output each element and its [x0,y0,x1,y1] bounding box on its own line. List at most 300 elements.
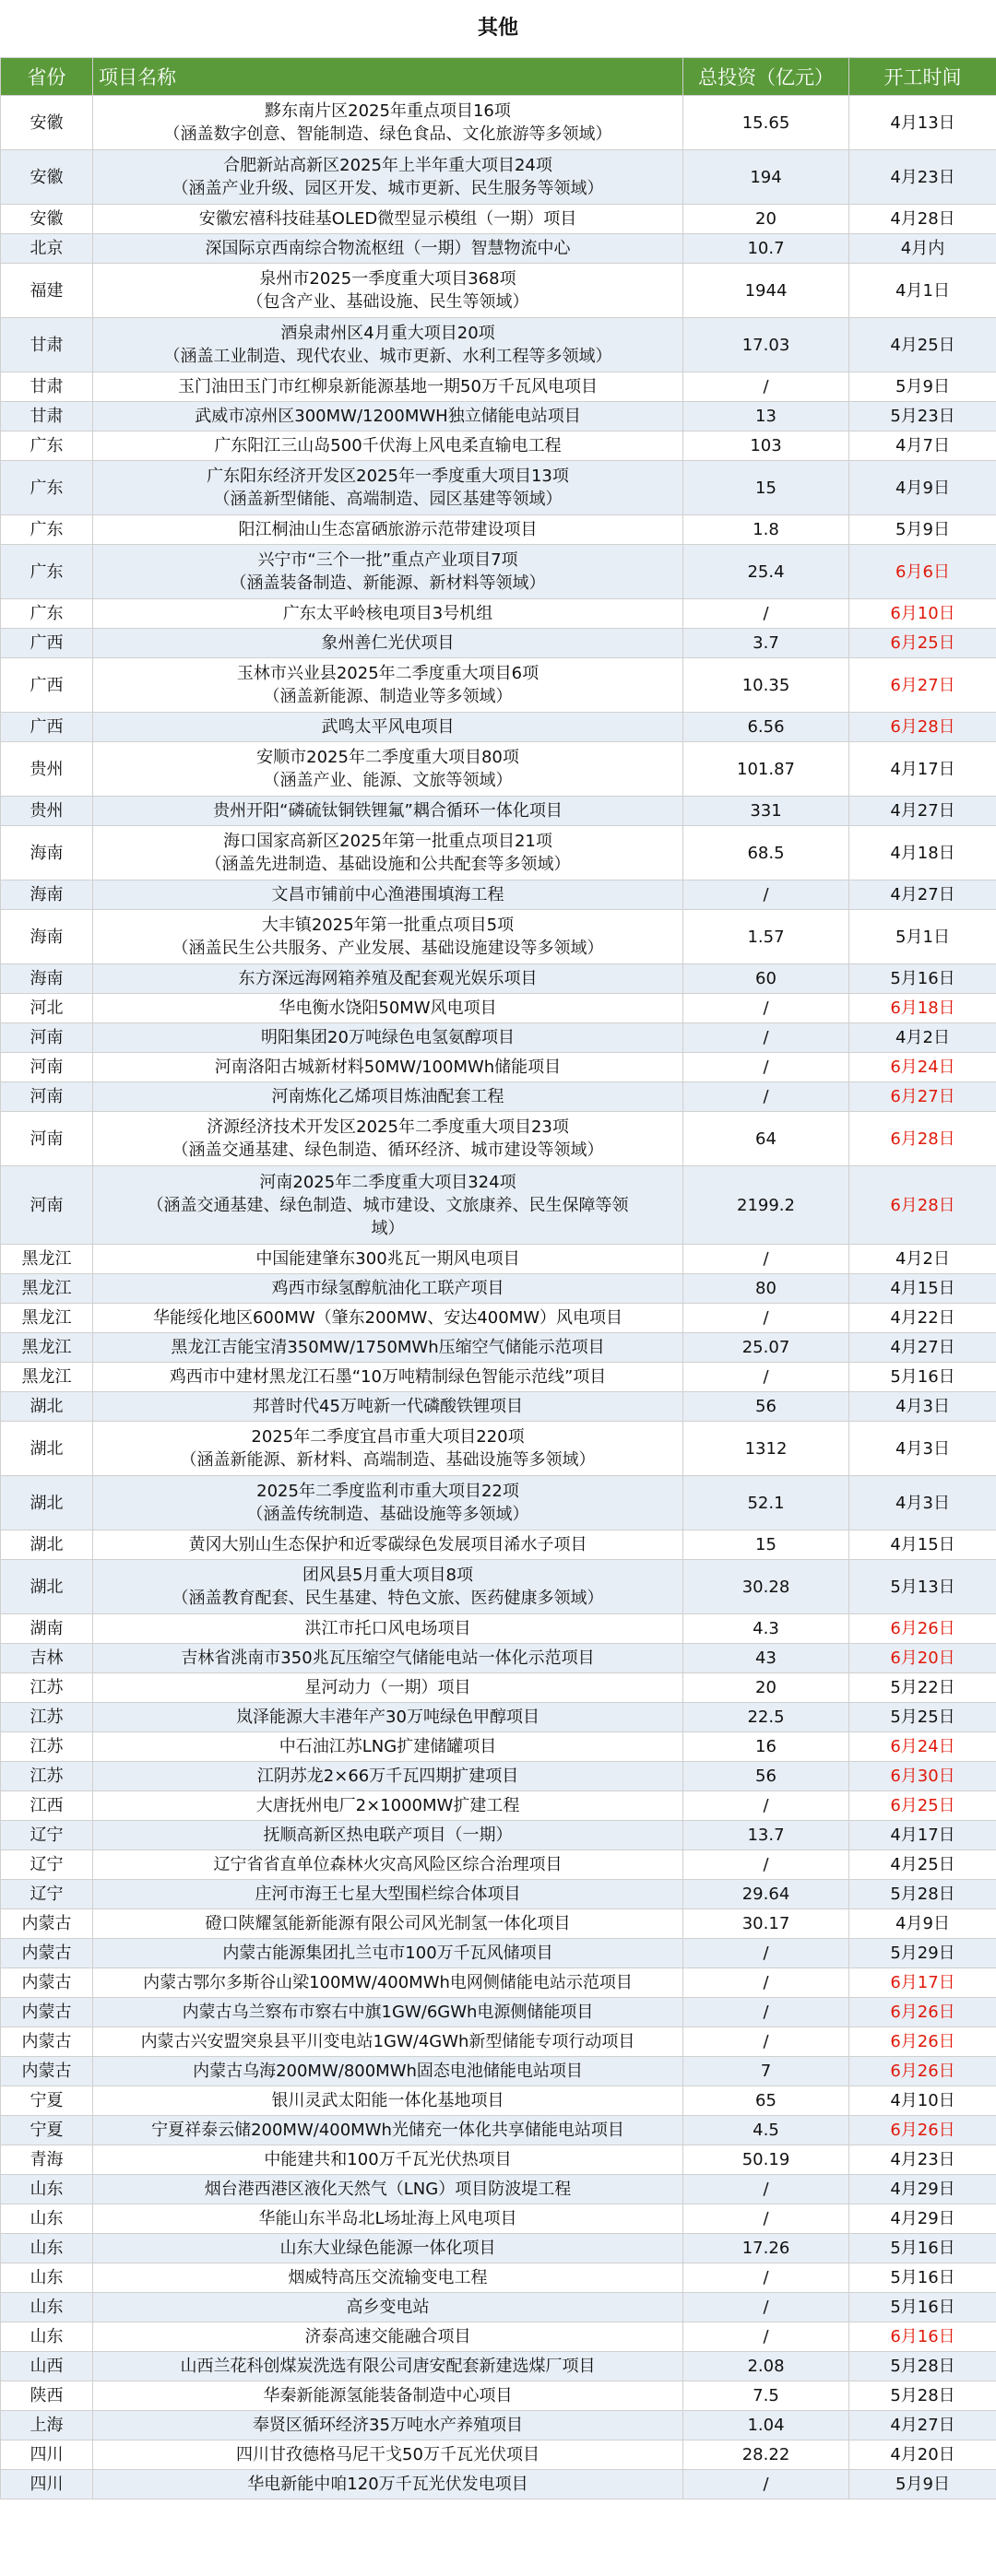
row-province: 广东 [1,431,93,461]
row-province: 山东 [1,2204,93,2234]
row-start-date: 5月16日 [849,2263,996,2293]
row-project-name: 四川甘孜德格马尼干戈50万千瓦光伏项目 [93,2440,683,2470]
row-investment: 10.7 [683,234,849,264]
row-start-date: 6月26日 [849,2027,996,2057]
row-project-name: 内蒙古兴安盟突泉县平川变电站1GW/4GWh新型储能专项行动项目 [93,2027,683,2057]
row-investment: 13 [683,402,849,431]
table-row [1,1909,996,1939]
row-investment: / [683,2204,849,2234]
table-row [1,1053,996,1082]
row-province: 广西 [1,713,93,742]
row-investment: 20 [683,205,849,234]
row-start-date: 5月23日 [849,402,996,431]
table-row [1,2204,996,2234]
row-project-name: 合肥新站高新区2025年上半年重大项目24项 （涵盖产业升级、园区开发、城市更新、民生服务等领域） [93,150,683,205]
row-investment: 64 [683,1112,849,1166]
row-investment: / [683,2470,849,2499]
row-project-name: 内蒙古鄂尔多斯谷山梁100MW/400MWh电网侧储能电站示范项目 [93,1968,683,1998]
row-start-date: 6月28日 [849,713,996,742]
row-project-name: 华电衡水饶阳50MW风电项目 [93,994,683,1023]
row-investment: / [683,1245,849,1274]
row-investment: 1944 [683,264,849,318]
row-start-date: 6月27日 [849,658,996,713]
row-project-name: 明阳集团20万吨绿色电氢氨醇项目 [93,1023,683,1053]
header-project-name: 项目名称 [93,58,683,96]
table-row [1,880,996,910]
row-investment: 101.87 [683,742,849,797]
row-province: 江苏 [1,1703,93,1732]
table-row [1,1476,996,1530]
row-start-date: 5月25日 [849,1703,996,1732]
row-province: 贵州 [1,797,93,826]
table-row [1,96,996,150]
row-investment: 56 [683,1392,849,1422]
row-start-date: 4月23日 [849,2145,996,2175]
row-investment: 56 [683,1762,849,1791]
row-start-date: 6月24日 [849,1732,996,1762]
row-investment: 7.5 [683,2381,849,2411]
row-investment: 7 [683,2057,849,2086]
row-project-name: 酒泉肃州区4月重大项目20项 （涵盖工业制造、现代农业、城市更新、水利工程等多领域） [93,318,683,372]
row-province: 辽宁 [1,1850,93,1880]
row-province: 广西 [1,658,93,713]
row-project-name: 济源经济技术开发区2025年二季度重大项目23项 （涵盖交通基建、绿色制造、循环经济、城市建设等领域） [93,1112,683,1166]
table-row [1,431,996,461]
row-investment: 3.7 [683,629,849,658]
row-investment: 60 [683,964,849,994]
row-province: 河南 [1,1112,93,1166]
row-start-date: 6月20日 [849,1644,996,1673]
table-row [1,1082,996,1112]
row-project-name: 河南洛阳古城新材料50MW/100MWh储能项目 [93,1053,683,1082]
row-start-date: 4月28日 [849,205,996,234]
row-investment: / [683,1053,849,1082]
table-row [1,2352,996,2381]
row-start-date: 6月25日 [849,1791,996,1821]
row-investment: / [683,1023,849,1053]
table-row [1,1392,996,1422]
row-province: 宁夏 [1,2116,93,2145]
row-project-name: 黄冈大别山生态保护和近零碳绿色发展项目浠水子项目 [93,1530,683,1560]
row-province: 海南 [1,910,93,964]
row-project-name: 中国能建肇东300兆瓦一期风电项目 [93,1245,683,1274]
table-row [1,1791,996,1821]
row-province: 黑龙江 [1,1333,93,1363]
row-start-date: 6月28日 [849,1112,996,1166]
row-project-name: 玉门油田玉门市红柳泉新能源基地一期50万千瓦风电项目 [93,372,683,402]
row-project-name: 武鸣太平风电项目 [93,713,683,742]
row-start-date: 5月28日 [849,2352,996,2381]
row-province: 贵州 [1,742,93,797]
page-title: 其他 [0,0,996,57]
row-start-date: 4月29日 [849,2175,996,2204]
row-project-name: 星河动力（一期）项目 [93,1673,683,1703]
row-investment: / [683,2293,849,2322]
row-province: 山东 [1,2263,93,2293]
row-start-date: 4月3日 [849,1422,996,1476]
row-province: 海南 [1,964,93,994]
row-province: 湖北 [1,1476,93,1530]
row-investment: 1.04 [683,2411,849,2440]
row-project-name: 中石油江苏LNG扩建储罐项目 [93,1732,683,1762]
row-project-name: 广东阳东经济开发区2025年一季度重大项目13项 （涵盖新型储能、高端制造、园区基建等领域） [93,461,683,515]
row-investment: 25.07 [683,1333,849,1363]
row-project-name: 广东阳江三山岛500千伏海上风电柔直输电工程 [93,431,683,461]
row-investment: / [683,1998,849,2027]
row-project-name: 东方深远海网箱养殖及配套观光娱乐项目 [93,964,683,994]
row-province: 江苏 [1,1673,93,1703]
row-province: 甘肃 [1,402,93,431]
row-start-date: 4月20日 [849,2440,996,2470]
row-start-date: 4月2日 [849,1245,996,1274]
table-row [1,826,996,880]
row-province: 黑龙江 [1,1304,93,1333]
table-row [1,1112,996,1166]
row-project-name: 烟威特高压交流输变电工程 [93,2263,683,2293]
row-project-name: 内蒙古乌海200MW/800MWh固态电池储能电站项目 [93,2057,683,2086]
table-row [1,2263,996,2293]
row-start-date: 4月23日 [849,150,996,205]
row-investment: 17.26 [683,2234,849,2263]
row-investment: 20 [683,1673,849,1703]
table-row [1,629,996,658]
row-project-name: 洪江市托口风电场项目 [93,1614,683,1644]
row-project-name: 吉林省洮南市350兆瓦压缩空气储能电站一体化示范项目 [93,1644,683,1673]
row-project-name: 银川灵武太阳能一体化基地项目 [93,2086,683,2116]
row-project-name: 华能山东半岛北L场址海上风电项目 [93,2204,683,2234]
row-investment: 4.3 [683,1614,849,1644]
table-row [1,1274,996,1304]
table-row [1,1821,996,1850]
row-investment: 43 [683,1644,849,1673]
row-project-name: 团风县5月重大项目8项 （涵盖教育配套、民生基建、特色文旅、医药健康多领域） [93,1560,683,1614]
row-province: 辽宁 [1,1821,93,1850]
table-row [1,1560,996,1614]
row-start-date: 4月25日 [849,1850,996,1880]
row-province: 黑龙江 [1,1363,93,1392]
row-project-name: 文昌市铺前中心渔港围填海工程 [93,880,683,910]
row-province: 湖北 [1,1560,93,1614]
row-province: 甘肃 [1,372,93,402]
row-investment: / [683,372,849,402]
row-investment: 4.5 [683,2116,849,2145]
row-project-name: 泉州市2025一季度重大项目368项 （包含产业、基础设施、民生等领域） [93,264,683,318]
row-province: 辽宁 [1,1880,93,1909]
table-row [1,1422,996,1476]
row-start-date: 5月22日 [849,1673,996,1703]
table-row [1,205,996,234]
row-project-name: 济泰高速交能融合项目 [93,2322,683,2352]
table-row [1,1939,996,1968]
table-row [1,2145,996,2175]
row-start-date: 4月27日 [849,797,996,826]
table-row [1,658,996,713]
row-investment: 331 [683,797,849,826]
row-start-date: 5月16日 [849,2234,996,2263]
table-row [1,964,996,994]
row-start-date: 4月27日 [849,1333,996,1363]
row-start-date: 6月26日 [849,2116,996,2145]
row-investment: / [683,880,849,910]
table-row [1,2234,996,2263]
row-project-name: 河南2025年二季度重大项目324项 （涵盖交通基建、绿色制造、城市建设、文旅康养、民生保障等领 域） [93,1166,683,1245]
table-row [1,1850,996,1880]
row-project-name: 抚顺高新区热电联产项目（一期） [93,1821,683,1850]
row-start-date: 6月26日 [849,2057,996,2086]
row-start-date: 4月3日 [849,1476,996,1530]
row-project-name: 兴宁市“三个一批”重点产业项目7项 （涵盖装备制造、新能源、新材料等领域） [93,545,683,599]
row-start-date: 6月17日 [849,1968,996,1998]
row-start-date: 4月22日 [849,1304,996,1333]
row-project-name: 海口国家高新区2025年第一批重点项目21项 （涵盖先进制造、基础设施和公共配套等多领域） [93,826,683,880]
table-row [1,1166,996,1245]
row-province: 河南 [1,1053,93,1082]
table-row [1,402,996,431]
row-province: 四川 [1,2470,93,2499]
table-row [1,2057,996,2086]
row-investment: 29.64 [683,1880,849,1909]
table-row [1,713,996,742]
row-province: 内蒙古 [1,2027,93,2057]
row-start-date: 6月26日 [849,1614,996,1644]
row-province: 青海 [1,2145,93,2175]
row-investment: 1.8 [683,515,849,545]
row-province: 黑龙江 [1,1274,93,1304]
row-start-date: 6月28日 [849,1166,996,1245]
row-province: 山东 [1,2234,93,2263]
row-investment: 1312 [683,1422,849,1476]
row-investment: / [683,1082,849,1112]
row-project-name: 奉贤区循环经济35万吨水产养殖项目 [93,2411,683,2440]
row-project-name: 贵州开阳“磷硫钛铜铁锂氟”耦合循环一体化项目 [93,797,683,826]
row-start-date: 4月18日 [849,826,996,880]
row-investment: 30.28 [683,1560,849,1614]
row-province: 广东 [1,599,93,629]
row-investment: 1.57 [683,910,849,964]
row-start-date: 4月3日 [849,1392,996,1422]
table-row [1,2411,996,2440]
row-project-name: 内蒙古乌兰察布市察右中旗1GW/6GWh电源侧储能项目 [93,1998,683,2027]
row-province: 山东 [1,2293,93,2322]
row-investment: 2.08 [683,2352,849,2381]
row-start-date: 5月16日 [849,2293,996,2322]
row-province: 湖北 [1,1392,93,1422]
row-start-date: 6月24日 [849,1053,996,1082]
row-project-name: 2025年二季度宜昌市重大项目220项 （涵盖新能源、新材料、高端制造、基础设施等多领域） [93,1422,683,1476]
row-province: 安徽 [1,205,93,234]
row-start-date: 5月13日 [849,1560,996,1614]
header-start-date: 开工时间 [849,58,996,96]
row-project-name: 安徽宏禧科技硅基OLED微型显示模组（一期）项目 [93,205,683,234]
row-investment: 6.56 [683,713,849,742]
row-investment: 65 [683,2086,849,2116]
row-start-date: 4月29日 [849,2204,996,2234]
table-row [1,461,996,515]
row-project-name: 武威市凉州区300MW/1200MWH独立储能电站项目 [93,402,683,431]
table-row [1,1998,996,2027]
row-investment: 80 [683,1274,849,1304]
row-investment: 28.22 [683,2440,849,2470]
row-start-date: 6月16日 [849,2322,996,2352]
row-investment: 22.5 [683,1703,849,1732]
row-project-name: 内蒙古能源集团扎兰屯市100万千瓦风储项目 [93,1939,683,1968]
table-row [1,1614,996,1644]
table-row [1,545,996,599]
row-project-name: 华能绥化地区600MW（肇东200MW、安达400MW）风电项目 [93,1304,683,1333]
row-start-date: 4月15日 [849,1530,996,1560]
row-investment: / [683,1968,849,1998]
table-row [1,264,996,318]
row-start-date: 6月26日 [849,1998,996,2027]
row-start-date: 4月9日 [849,1909,996,1939]
row-start-date: 4月17日 [849,1821,996,1850]
row-project-name: 黟东南片区2025年重点项目16项 （涵盖数字创意、智能制造、绿色食品、文化旅游等多领域） [93,96,683,150]
row-investment: 16 [683,1732,849,1762]
row-start-date: 4月10日 [849,2086,996,2116]
table-row [1,1673,996,1703]
row-province: 内蒙古 [1,1909,93,1939]
table-row [1,2470,996,2499]
row-start-date: 4月17日 [849,742,996,797]
row-investment: 17.03 [683,318,849,372]
row-project-name: 高乡变电站 [93,2293,683,2322]
row-province: 福建 [1,264,93,318]
table-row [1,1968,996,1998]
row-start-date: 5月28日 [849,2381,996,2411]
row-project-name: 华秦新能源氢能装备制造中心项目 [93,2381,683,2411]
header-province: 省份 [1,58,93,96]
row-province: 广西 [1,629,93,658]
table-row [1,150,996,205]
row-project-name: 广东太平岭核电项目3号机组 [93,599,683,629]
table-row [1,1644,996,1673]
row-province: 甘肃 [1,318,93,372]
row-province: 江苏 [1,1762,93,1791]
row-project-name: 磴口陕耀氢能新能源有限公司风光制氢一体化项目 [93,1909,683,1939]
row-investment: / [683,2263,849,2293]
row-investment: 13.7 [683,1821,849,1850]
table-row [1,2440,996,2470]
row-province: 广东 [1,461,93,515]
table-row [1,372,996,402]
row-start-date: 5月28日 [849,1880,996,1909]
table-row [1,1732,996,1762]
row-province: 海南 [1,880,93,910]
table-row [1,2293,996,2322]
row-start-date: 4月7日 [849,431,996,461]
row-province: 河南 [1,1166,93,1245]
row-project-name: 宁夏祥泰云储200MW/400MWh光储充一体化共享储能电站项目 [93,2116,683,2145]
row-investment: / [683,2027,849,2057]
row-province: 河南 [1,1082,93,1112]
table-row [1,318,996,372]
row-start-date: 6月25日 [849,629,996,658]
row-project-name: 河南炼化乙烯项目炼油配套工程 [93,1082,683,1112]
row-investment: / [683,1304,849,1333]
row-investment: 15 [683,461,849,515]
row-project-name: 庄河市海王七星大型围栏综合体项目 [93,1880,683,1909]
row-province: 安徽 [1,150,93,205]
row-start-date: 4月27日 [849,880,996,910]
row-start-date: 4月13日 [849,96,996,150]
table-row [1,599,996,629]
row-province: 黑龙江 [1,1245,93,1274]
row-province: 山东 [1,2322,93,2352]
row-start-date: 6月6日 [849,545,996,599]
row-start-date: 6月27日 [849,1082,996,1112]
row-investment: 68.5 [683,826,849,880]
row-province: 安徽 [1,96,93,150]
row-start-date: 4月内 [849,234,996,264]
table-row [1,910,996,964]
row-province: 内蒙古 [1,2057,93,2086]
table-row [1,2116,996,2145]
row-start-date: 4月9日 [849,461,996,515]
row-province: 山西 [1,2352,93,2381]
row-project-name: 辽宁省省直单位森林火灾高风险区综合治理项目 [93,1850,683,1880]
row-project-name: 鸡西市中建材黑龙江石墨“10万吨精制绿色智能示范线”项目 [93,1363,683,1392]
row-project-name: 阳江桐油山生态富硒旅游示范带建设项目 [93,515,683,545]
row-province: 湖北 [1,1422,93,1476]
row-investment: 25.4 [683,545,849,599]
row-province: 湖南 [1,1614,93,1644]
row-investment: / [683,2322,849,2352]
row-start-date: 4月15日 [849,1274,996,1304]
row-project-name: 邦普时代45万吨新一代磷酸铁锂项目 [93,1392,683,1422]
row-province: 海南 [1,826,93,880]
row-start-date: 4月25日 [849,318,996,372]
row-province: 河北 [1,994,93,1023]
table-row [1,2322,996,2352]
row-investment: 2199.2 [683,1166,849,1245]
row-investment: 52.1 [683,1476,849,1530]
row-investment: 30.17 [683,1909,849,1939]
row-province: 江西 [1,1791,93,1821]
row-province: 吉林 [1,1644,93,1673]
row-investment: / [683,599,849,629]
row-province: 内蒙古 [1,1998,93,2027]
table-row [1,1304,996,1333]
table-row [1,1703,996,1732]
row-start-date: 5月9日 [849,2470,996,2499]
row-start-date: 4月2日 [849,1023,996,1053]
row-project-name: 黑龙江吉能宝清350MW/1750MWh压缩空气储能示范项目 [93,1333,683,1363]
row-start-date: 6月10日 [849,599,996,629]
row-investment: 50.19 [683,2145,849,2175]
row-province: 四川 [1,2440,93,2470]
row-project-name: 大唐抚州电厂2×1000MW扩建工程 [93,1791,683,1821]
row-start-date: 5月29日 [849,1939,996,1968]
row-project-name: 大丰镇2025年第一批重点项目5项 （涵盖民生公共服务、产业发展、基础设施建设等多领域） [93,910,683,964]
project-table [0,57,996,2499]
row-project-name: 山东大业绿色能源一体化项目 [93,2234,683,2263]
row-province: 内蒙古 [1,1939,93,1968]
table-row [1,2381,996,2411]
table-row [1,1245,996,1274]
row-province: 北京 [1,234,93,264]
row-project-name: 深国际京西南综合物流枢纽（一期）智慧物流中心 [93,234,683,264]
row-investment: / [683,1791,849,1821]
row-province: 广东 [1,515,93,545]
row-project-name: 中能建共和100万千瓦光伏热项目 [93,2145,683,2175]
table-row [1,2027,996,2057]
row-investment: 15.65 [683,96,849,150]
row-province: 广东 [1,545,93,599]
row-start-date: 4月1日 [849,264,996,318]
row-investment: / [683,1850,849,1880]
row-start-date: 6月18日 [849,994,996,1023]
table-row [1,234,996,264]
